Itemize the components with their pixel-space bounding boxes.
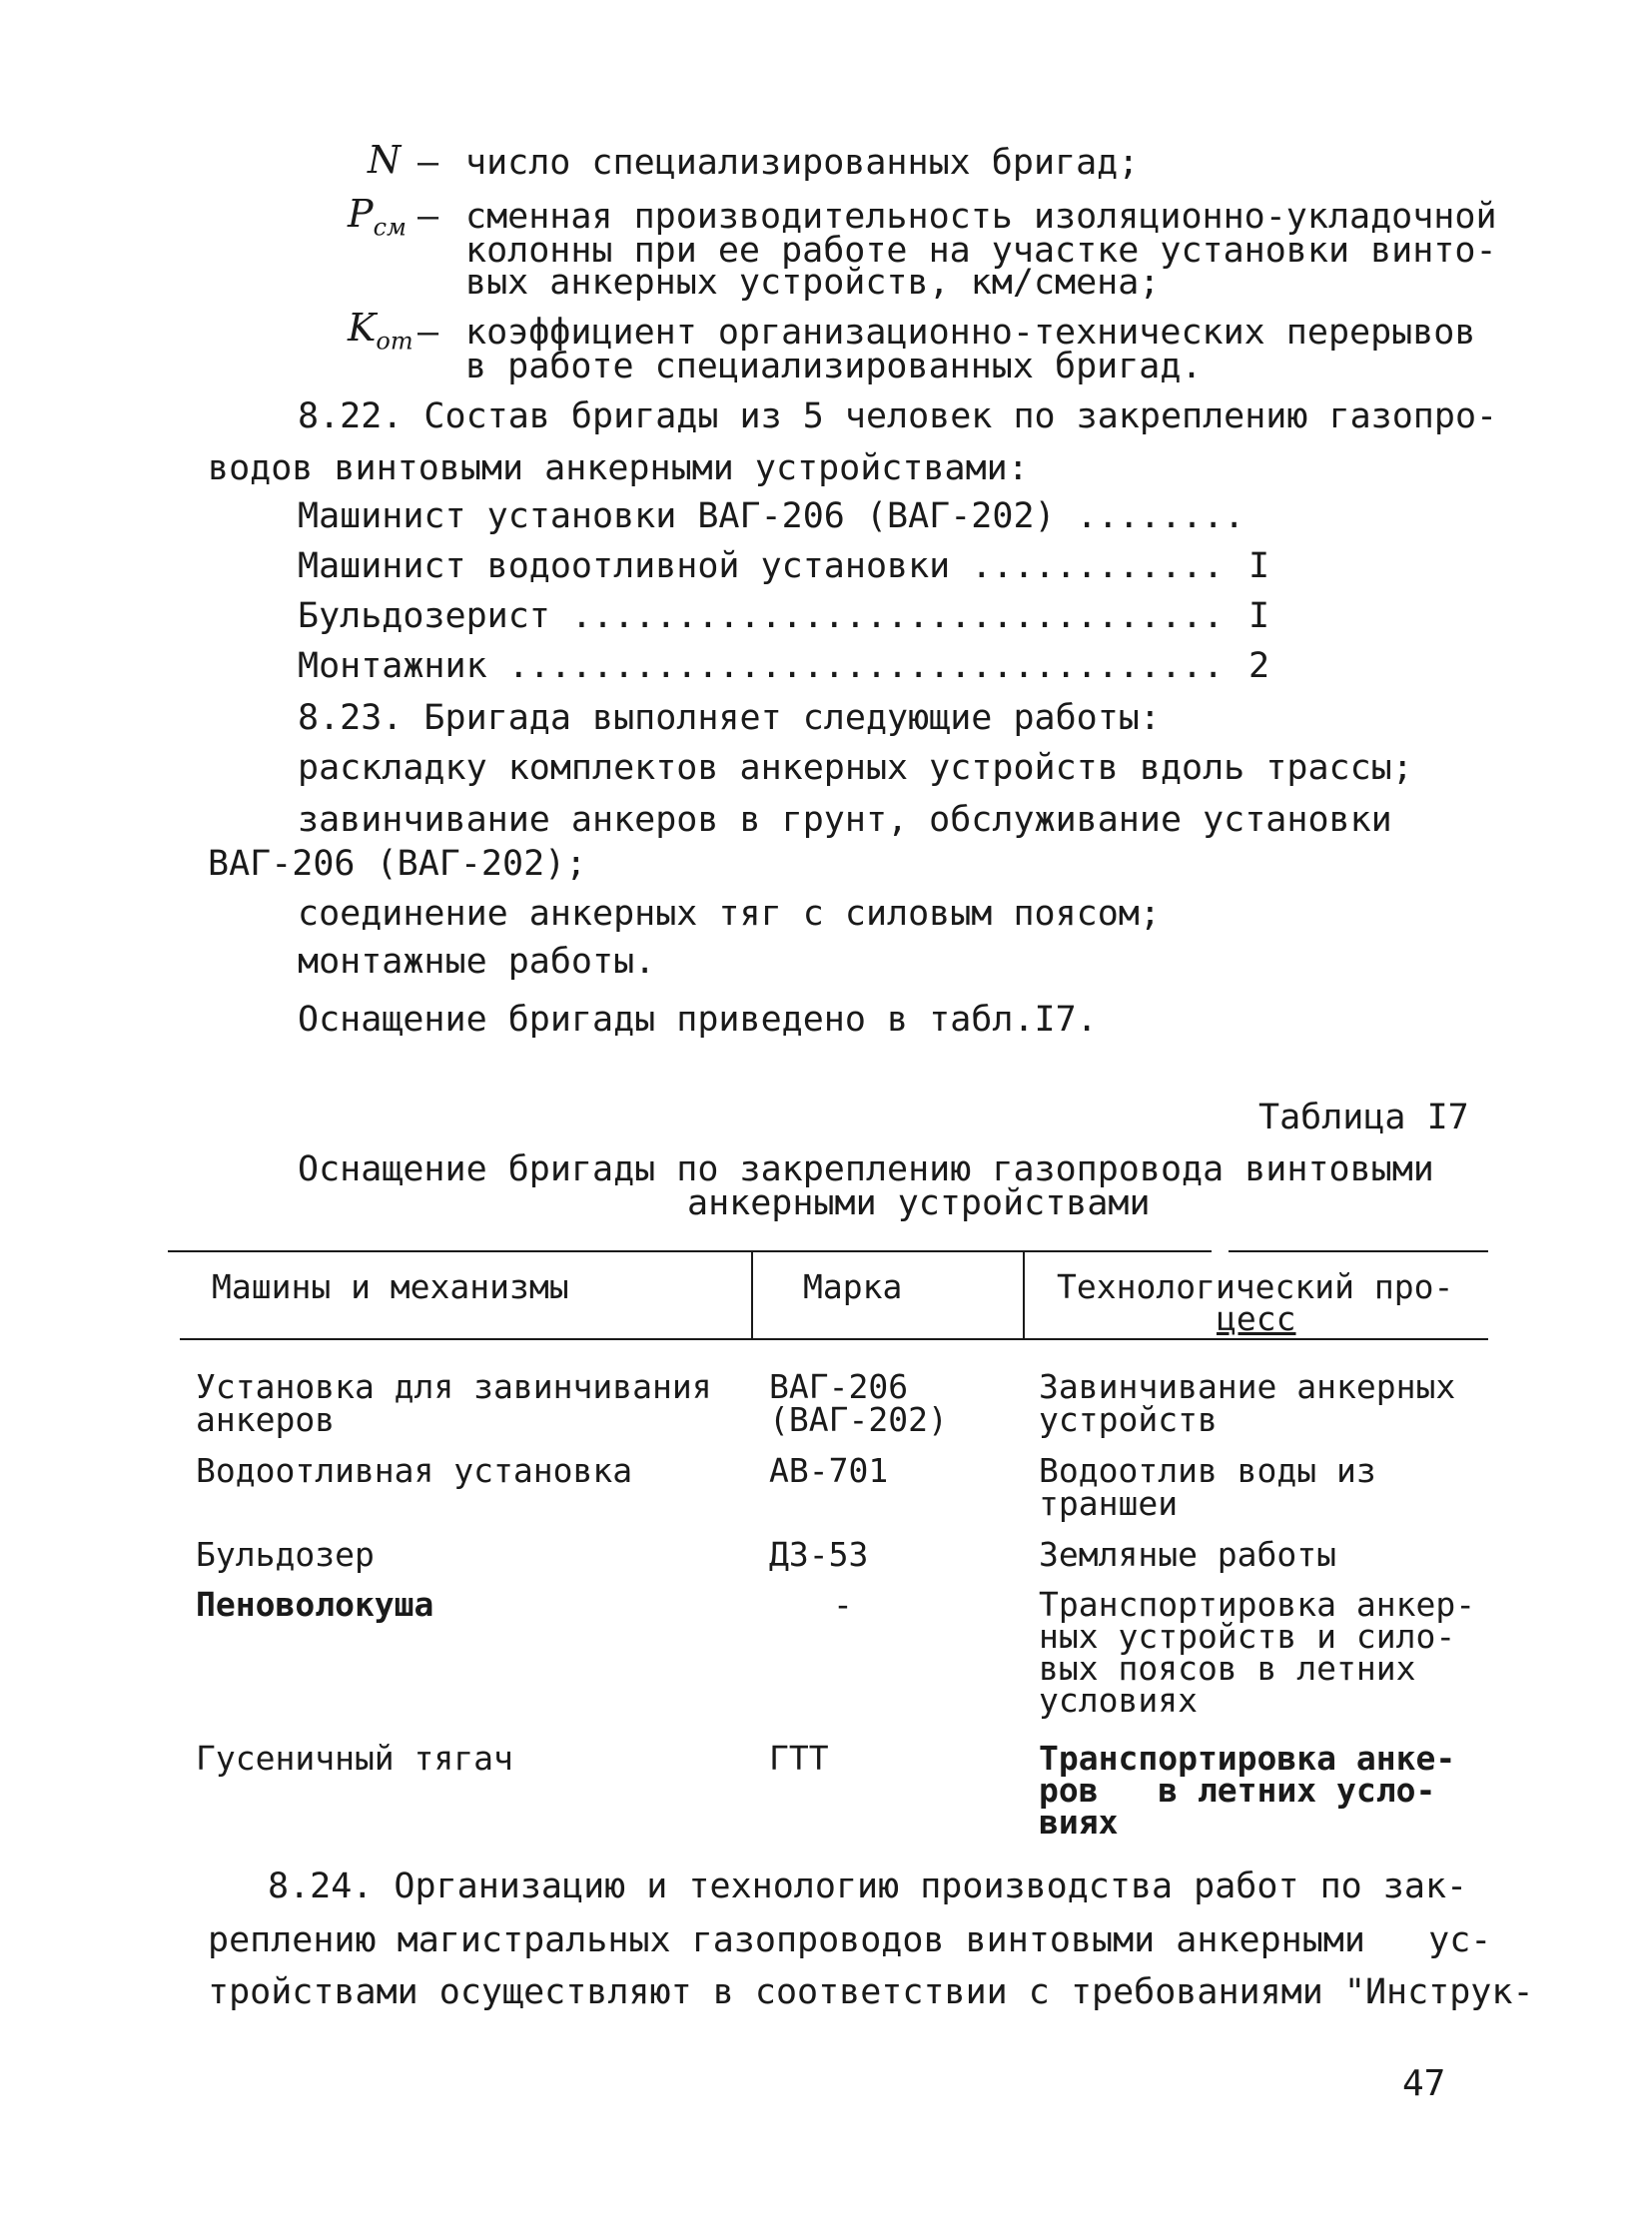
table-cell-process: вых поясов в летних (1039, 1649, 1416, 1688)
work-item: раскладку комплектов анкерных устройств вдоль трассы; (298, 748, 1413, 788)
crew-count: I (1248, 546, 1270, 586)
table-caption: Оснащение бригады по закреплению газопровода винтовыми (298, 1149, 1434, 1189)
table-cell-process: траншеи (1039, 1484, 1179, 1523)
table-cell-brand: ВАГ-206 (769, 1367, 909, 1406)
table-header-process: Технологический про- (1057, 1267, 1454, 1306)
table-cell-machine: Пеноволокуша (196, 1585, 434, 1624)
table-top-rule (168, 1250, 1212, 1252)
table-cell-process: виях (1039, 1803, 1119, 1842)
table-caption: анкерными устройствами (687, 1183, 1151, 1223)
table-cell-process: Транспортировка анкер- (1039, 1585, 1476, 1624)
crew-item: Машинист водоотливной установки ............ (298, 546, 1225, 586)
dash: – (417, 197, 439, 237)
table-cell-process: Водоотлив воды из (1039, 1451, 1376, 1490)
crew-item: Монтажник .................................. (298, 646, 1225, 686)
table-cell-process: Земляные работы (1039, 1535, 1337, 1574)
table-cell-brand: АВ-701 (769, 1451, 889, 1490)
crew-item: Машинист установки ВАГ-206 (ВАГ-202) ........ (298, 496, 1245, 536)
definition-text: сменная производительность изоляционно-укладочной (465, 197, 1497, 237)
crew-count: I (1248, 596, 1270, 636)
table-header-rule (180, 1338, 1488, 1340)
definition-text: в работе специализированных бригад. (465, 347, 1203, 386)
definition-text: коэффициент организационно-технических перерывов (465, 313, 1476, 353)
page-number: 47 (1402, 2063, 1446, 2104)
symbol-P-cm: $P_{см}$ (348, 192, 407, 242)
table-column-divider (1023, 1250, 1025, 1340)
table-cell-machine: Бульдозер (196, 1535, 375, 1574)
work-item: монтажные работы. (298, 942, 656, 982)
symbol-N: N (368, 138, 402, 182)
definition-text: число специализированных бригад; (465, 143, 1140, 183)
table-cell-brand: ГТТ (769, 1739, 829, 1778)
definition-text: вых анкерных устройств, км/смена; (465, 263, 1161, 303)
table-cell-brand: (ВАГ-202) (769, 1400, 948, 1439)
table-reference: Оснащение бригады приведено в табл.I7. (298, 1000, 1098, 1040)
table-cell-process: устройств (1039, 1400, 1218, 1439)
table-header-brand: Марка (803, 1267, 903, 1306)
table-cell-process: ров в летних усло- (1039, 1771, 1436, 1810)
work-item: завинчивание анкеров в грунт, обслуживание установки (298, 800, 1392, 840)
table-cell-process: Транспортировка анке- (1039, 1739, 1456, 1778)
table-column-divider (751, 1250, 753, 1340)
paragraph-8-24: тройствами осуществляют в соответствии с требованиями "Инструк- (208, 1972, 1534, 2012)
table-cell-machine: анкеров (196, 1400, 336, 1439)
table-cell-process: ных устройств и сило- (1039, 1617, 1456, 1656)
table-cell-machine: Установка для завинчивания (196, 1367, 712, 1406)
table-cell-brand: ДЗ-53 (769, 1535, 869, 1574)
dash: – (417, 143, 439, 183)
table-cell-machine: Водоотливная установка (196, 1451, 633, 1490)
definition-text: колонны при ее работе на участке установки винто- (465, 231, 1497, 271)
paragraph-8-22-line2: водов винтовыми анкерными устройствами: (208, 448, 1029, 488)
dash: – (417, 313, 439, 353)
crew-count: 2 (1248, 646, 1270, 686)
table-header-machines: Машины и механизмы (212, 1267, 569, 1306)
paragraph-8-22-line1: 8.22. Состав бригады из 5 человек по закреплению газопро- (298, 396, 1498, 436)
paragraph-8-24: 8.24. Организацию и технологию производства работ по зак- (268, 1867, 1468, 1906)
work-item: ВАГ-206 (ВАГ-202); (208, 844, 587, 884)
table-number: Таблица I7 (1258, 1098, 1469, 1137)
work-item: соединение анкерных тяг с силовым поясом; (298, 894, 1161, 934)
crew-item: Бульдозерист ............................... (298, 596, 1225, 636)
table-cell-process: Завинчивание анкерных (1039, 1367, 1456, 1406)
paragraph-8-23-intro: 8.23. Бригада выполняет следующие работы: (298, 698, 1161, 738)
table-cell-process: условиях (1039, 1681, 1198, 1720)
symbol-K-ot: $K_{от}$ (348, 306, 413, 356)
table-header-process: цесс (1217, 1299, 1296, 1338)
table-top-rule (1229, 1250, 1488, 1252)
paragraph-8-24: реплению магистральных газопроводов винтовыми анкерными ус- (208, 1920, 1492, 1960)
table-cell-machine: Гусеничный тягач (196, 1739, 513, 1778)
table-cell-brand: - (833, 1585, 853, 1624)
